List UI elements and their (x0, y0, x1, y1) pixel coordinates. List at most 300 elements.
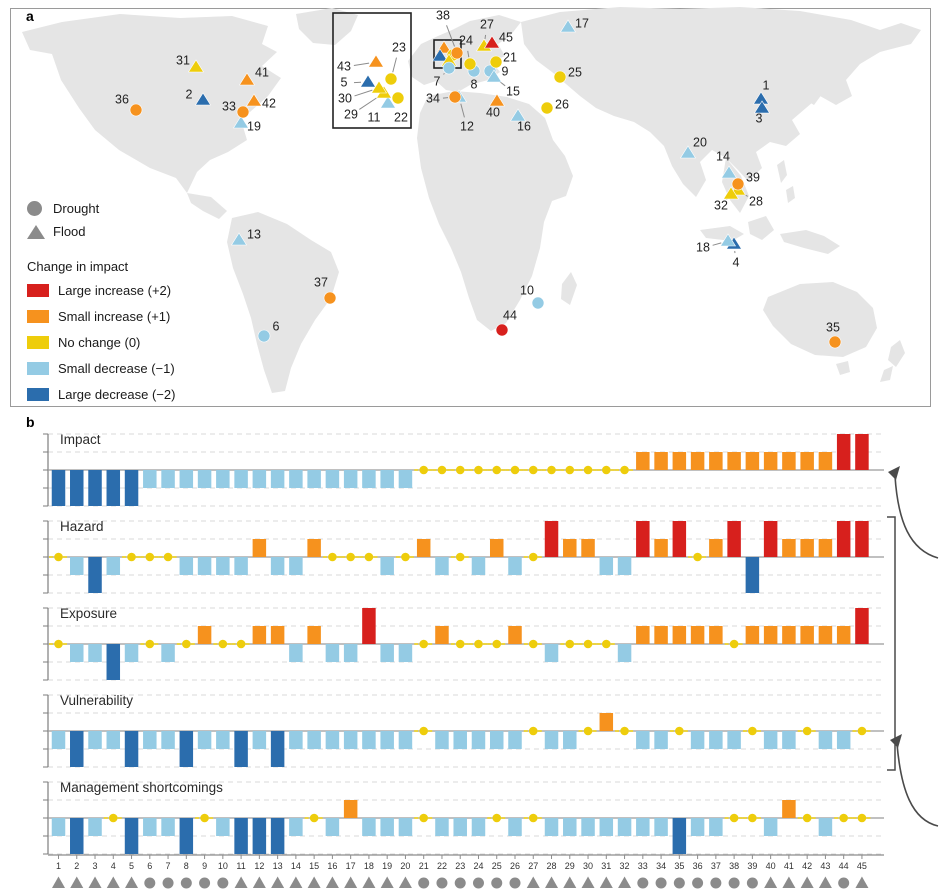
map-marker-label-35: 35 (826, 320, 840, 335)
map-marker-label-27: 27 (480, 17, 494, 32)
case-number-4: 4 (110, 861, 116, 871)
zero-dot-30 (584, 640, 593, 649)
case-shape-12 (253, 877, 266, 889)
map-marker-label-40: 40 (486, 105, 500, 120)
map-marker-label-24: 24 (459, 33, 473, 48)
case-number-24: 24 (473, 861, 484, 871)
map-marker-label-21: 21 (503, 50, 517, 65)
drivers-bracket (887, 517, 895, 770)
impact-swatch-icon (27, 336, 49, 349)
bar-26 (508, 818, 522, 836)
case-number-21: 21 (418, 861, 429, 871)
bar-44 (837, 521, 851, 557)
map-marker-label-37: 37 (314, 275, 328, 290)
bar-35 (673, 626, 687, 644)
zero-dot-24 (474, 466, 483, 475)
zero-dot-39 (748, 727, 757, 736)
bar-10 (216, 818, 230, 836)
panel-b-label: b (26, 414, 35, 430)
bar-19 (380, 731, 394, 749)
bar-9 (198, 470, 212, 488)
bar-10 (216, 557, 230, 575)
case-shape-18 (362, 877, 375, 889)
bar-22 (435, 731, 449, 749)
bar-2 (70, 470, 84, 506)
bar-21 (417, 539, 431, 557)
bar-42 (800, 539, 814, 557)
zero-dot-24 (474, 640, 483, 649)
bar-9 (198, 731, 212, 749)
zero-dot-22 (438, 466, 447, 475)
bar-43 (819, 818, 833, 836)
zero-dot-18 (365, 553, 374, 562)
bar-40 (764, 521, 778, 557)
bar-3 (88, 731, 102, 749)
bar-19 (380, 470, 394, 488)
bar-2 (70, 557, 84, 575)
zero-dot-42 (803, 814, 812, 823)
zero-dot-27 (529, 814, 538, 823)
bar-23 (453, 818, 467, 836)
panel-a-label: a (26, 8, 34, 24)
bar-39 (746, 557, 760, 593)
case-number-28: 28 (546, 861, 557, 871)
case-number-19: 19 (382, 861, 393, 871)
case-shape-30 (582, 877, 595, 889)
bar-3 (88, 557, 102, 593)
case-number-39: 39 (747, 861, 758, 871)
bar-16 (326, 644, 340, 662)
bar-20 (399, 644, 413, 662)
case-number-37: 37 (710, 861, 721, 871)
bar-25 (490, 539, 504, 557)
bar-34 (654, 452, 668, 470)
map-marker-label-32: 32 (714, 198, 728, 213)
case-number-14: 14 (290, 861, 301, 871)
bar-39 (746, 626, 760, 644)
legend-shape-label: Flood (53, 224, 86, 239)
bar-12 (253, 626, 266, 644)
map-marker-label-7: 7 (433, 74, 441, 89)
bar-17 (344, 644, 358, 662)
case-number-22: 22 (436, 861, 447, 871)
bar-43 (819, 539, 833, 557)
bar-28 (545, 818, 559, 836)
drought-circle-icon (27, 201, 42, 216)
case-number-27: 27 (528, 861, 539, 871)
bar-7 (161, 818, 175, 836)
zero-dot-30 (584, 727, 593, 736)
bar-35 (673, 818, 687, 854)
bar-25 (490, 731, 504, 749)
case-number-3: 3 (92, 861, 98, 871)
bar-33 (636, 731, 650, 749)
bar-41 (782, 800, 796, 818)
bar-7 (161, 470, 175, 488)
map-marker-label-1: 1 (762, 78, 770, 93)
map-marker-label-45: 45 (499, 30, 513, 45)
map-marker-label-17: 17 (575, 16, 589, 31)
map-marker-label-13: 13 (247, 227, 261, 242)
bar-3 (88, 470, 102, 506)
case-shape-33 (637, 878, 648, 889)
case-shape-25 (491, 878, 502, 889)
case-number-31: 31 (601, 861, 612, 871)
case-number-12: 12 (254, 861, 265, 871)
bar-45 (855, 521, 869, 557)
case-shape-1 (52, 877, 65, 889)
map-marker-label-41: 41 (255, 65, 269, 80)
legend-shape-items (27, 197, 175, 243)
zero-dot-32 (620, 727, 629, 736)
zero-dot-11 (237, 640, 246, 649)
zero-dot-25 (492, 466, 501, 475)
bar-28 (545, 644, 559, 662)
case-number-5: 5 (129, 861, 135, 871)
case-number-40: 40 (765, 861, 776, 871)
case-shape-4 (107, 877, 120, 889)
legend-impact-label: No change (0) (58, 334, 141, 350)
legend-impact-item (27, 303, 175, 329)
map-marker-label-26: 26 (555, 97, 569, 112)
row-label: Exposure (60, 606, 118, 621)
bar-39 (746, 452, 760, 470)
map-marker-label-5: 5 (340, 75, 348, 90)
bar-30 (581, 539, 595, 557)
bar-29 (563, 539, 577, 557)
map-marker-7 (443, 62, 455, 74)
row-label: Management shortcomings (60, 780, 223, 795)
bar-31 (600, 818, 614, 836)
legend-impact-item (27, 355, 175, 381)
bar-33 (636, 626, 650, 644)
bar-42 (800, 626, 814, 644)
zero-dot-38 (730, 814, 739, 823)
bar-8 (180, 731, 194, 767)
bar-12 (253, 731, 266, 749)
bar-31 (600, 557, 614, 575)
case-shape-26 (510, 878, 521, 889)
bar-9 (198, 557, 212, 575)
bar-17 (344, 731, 358, 749)
bar-42 (800, 452, 814, 470)
map-marker-label-23: 23 (392, 40, 406, 55)
legend-title: Change in impact (27, 259, 129, 274)
bar-13 (271, 818, 285, 854)
case-shape-40 (764, 877, 777, 889)
map-marker-10 (532, 297, 544, 309)
bar-2 (70, 818, 84, 854)
bar-17 (344, 470, 358, 488)
bar-40 (764, 818, 778, 836)
case-number-36: 36 (692, 861, 703, 871)
case-shape-16 (326, 877, 339, 889)
case-number-23: 23 (455, 861, 466, 871)
bar-2 (70, 731, 84, 767)
map-marker-label-38: 38 (436, 8, 450, 23)
bar-4 (107, 470, 121, 506)
zero-dot-23 (456, 553, 465, 562)
zero-dot-23 (456, 640, 465, 649)
case-shape-34 (656, 878, 667, 889)
zero-dot-21 (419, 466, 428, 475)
case-shape-21 (418, 878, 429, 889)
bar-16 (326, 731, 340, 749)
bar-26 (508, 557, 522, 575)
impact-swatch-icon (27, 310, 49, 323)
zero-dot-26 (511, 466, 520, 475)
zero-dot-10 (219, 640, 228, 649)
row-label: Hazard (60, 519, 104, 534)
case-shape-32 (618, 877, 631, 889)
bar-34 (654, 731, 668, 749)
map-marker-label-25: 25 (568, 65, 582, 80)
bar-17 (344, 800, 358, 818)
case-shape-6 (144, 878, 155, 889)
bar-4 (107, 557, 121, 575)
map-marker-label-29: 29 (344, 107, 358, 122)
bar-23 (453, 731, 467, 749)
bar-44 (837, 731, 851, 749)
case-number-35: 35 (674, 861, 685, 871)
bar-5 (125, 470, 139, 506)
case-shape-5 (125, 877, 138, 889)
bar-13 (271, 557, 285, 575)
case-number-18: 18 (363, 861, 374, 871)
zero-dot-25 (492, 814, 501, 823)
case-shape-9 (199, 878, 210, 889)
impact-swatch-icon (27, 388, 49, 401)
zero-dot-4 (109, 814, 118, 823)
case-shape-14 (289, 877, 302, 889)
bar-34 (654, 626, 668, 644)
case-number-30: 30 (583, 861, 594, 871)
bar-20 (399, 818, 413, 836)
row-label: Impact (60, 432, 101, 447)
case-number-33: 33 (637, 861, 648, 871)
bar-40 (764, 452, 778, 470)
bar-45 (855, 434, 869, 470)
bar-20 (399, 470, 413, 488)
map-marker-label-42: 42 (262, 96, 276, 111)
case-shape-44 (838, 878, 849, 889)
map-marker-label-31: 31 (176, 53, 190, 68)
map-marker-39 (732, 178, 744, 190)
bar-chart-panel (0, 412, 940, 891)
impact-swatch-icon (27, 284, 49, 297)
bar-13 (271, 470, 285, 488)
bar-15 (307, 626, 321, 644)
bar-44 (837, 626, 851, 644)
bar-14 (289, 818, 303, 836)
zero-dot-1 (54, 553, 63, 562)
case-shape-45 (855, 877, 868, 889)
map-marker-34 (449, 91, 461, 103)
case-number-26: 26 (509, 861, 521, 871)
case-number-29: 29 (564, 861, 575, 871)
map-marker-label-15: 15 (506, 84, 520, 99)
bar-10 (216, 470, 230, 488)
case-number-17: 17 (345, 861, 356, 871)
bar-9 (198, 626, 212, 644)
bar-14 (289, 731, 303, 749)
zero-dot-1 (54, 640, 63, 649)
case-shape-13 (271, 877, 284, 889)
bar-38 (727, 731, 741, 749)
case-number-38: 38 (729, 861, 740, 871)
case-shape-15 (308, 877, 321, 889)
map-marker-label-9: 9 (501, 64, 509, 79)
bar-4 (107, 644, 121, 680)
bar-16 (326, 818, 340, 836)
zero-dot-39 (748, 814, 757, 823)
case-shape-2 (70, 877, 83, 889)
case-number-8: 8 (183, 861, 189, 871)
bar-8 (180, 557, 194, 575)
map-marker-label-4: 4 (732, 255, 740, 270)
zero-dot-16 (328, 553, 337, 562)
chart-row-management-shortcomings (43, 780, 884, 854)
map-marker-label-44: 44 (503, 308, 517, 323)
case-number-20: 20 (400, 861, 411, 871)
case-number-16: 16 (327, 861, 338, 871)
legend-item-flood (27, 220, 175, 243)
bar-43 (819, 731, 833, 749)
bar-36 (691, 626, 705, 644)
bar-22 (435, 557, 449, 575)
map-marker-label-43: 43 (337, 59, 351, 74)
case-shape-28 (545, 877, 558, 889)
map-marker-label-33: 33 (222, 99, 236, 114)
arrow-to-vulnerability (897, 744, 938, 826)
bar-3 (88, 818, 102, 836)
zero-dot-35 (675, 727, 684, 736)
case-number-15: 15 (309, 861, 320, 871)
map-marker-37 (324, 292, 336, 304)
case-number-1: 1 (55, 861, 62, 871)
map-marker-24 (464, 58, 476, 70)
case-number-11: 11 (236, 861, 246, 871)
bar-24 (472, 557, 486, 575)
chart-row-vulnerability (43, 693, 884, 767)
flood-triangle-icon (27, 225, 45, 239)
zero-dot-30 (584, 466, 593, 475)
zero-dot-45 (858, 727, 867, 736)
bar-5 (125, 731, 139, 767)
map-marker-44 (496, 324, 508, 336)
bar-43 (819, 626, 833, 644)
zero-dot-21 (419, 814, 428, 823)
bar-40 (764, 731, 778, 749)
case-shape-19 (381, 877, 394, 889)
case-shape-8 (181, 878, 192, 889)
zero-dot-42 (803, 727, 812, 736)
map-marker-label-28: 28 (749, 194, 763, 209)
bar-20 (399, 731, 413, 749)
bar-40 (764, 626, 778, 644)
bar-4 (107, 731, 121, 749)
bar-1 (52, 470, 66, 506)
zero-dot-17 (346, 553, 355, 562)
case-shape-35 (674, 878, 685, 889)
bar-33 (636, 818, 650, 836)
bar-1 (52, 731, 66, 749)
zero-dot-15 (310, 814, 319, 823)
bar-19 (380, 557, 394, 575)
map-marker-label-22: 22 (394, 110, 408, 125)
bar-5 (125, 644, 139, 662)
zero-dot-44 (839, 814, 848, 823)
map-marker-21 (490, 56, 502, 68)
map-marker-6 (258, 330, 270, 342)
case-shape-36 (692, 878, 703, 889)
map-marker-label-11: 11 (367, 110, 381, 125)
map-marker-26 (541, 102, 553, 114)
legend-impact-item (27, 277, 175, 303)
chart-row-impact (43, 432, 884, 506)
case-number-25: 25 (491, 861, 502, 871)
bar-36 (691, 818, 705, 836)
bar-18 (362, 818, 376, 836)
bar-30 (581, 818, 595, 836)
zero-dot-6 (146, 640, 155, 649)
zero-dot-31 (602, 466, 611, 475)
case-shape-38 (729, 878, 740, 889)
zero-dot-29 (565, 640, 574, 649)
case-number-45: 45 (856, 861, 867, 871)
zero-dot-20 (401, 553, 410, 562)
arrow-to-vulnerability-head (890, 734, 902, 748)
bar-26 (508, 626, 522, 644)
row-label: Vulnerability (60, 693, 134, 708)
map-marker-35 (829, 336, 841, 348)
case-shape-43 (819, 877, 832, 889)
case-number-9: 9 (202, 861, 208, 871)
bar-1 (52, 818, 66, 836)
bar-7 (161, 731, 175, 749)
leader-line-7 (444, 73, 445, 74)
case-number-34: 34 (656, 861, 667, 871)
case-shape-7 (163, 878, 174, 889)
bar-14 (289, 644, 303, 662)
case-shape-11 (235, 877, 248, 889)
zero-dot-25 (492, 640, 501, 649)
arrow-to-impact (895, 476, 938, 558)
zero-dot-38 (730, 640, 739, 649)
case-shape-23 (455, 878, 466, 889)
case-shape-42 (801, 877, 814, 889)
bar-11 (234, 470, 248, 488)
case-shape-29 (563, 877, 576, 889)
bar-33 (636, 452, 650, 470)
zero-dot-36 (693, 553, 702, 562)
bar-29 (563, 731, 577, 749)
bar-10 (216, 731, 230, 749)
bar-37 (709, 818, 723, 836)
bar-24 (472, 731, 486, 749)
bar-16 (326, 470, 340, 488)
bar-37 (709, 731, 723, 749)
bar-33 (636, 521, 650, 557)
case-shape-17 (344, 877, 357, 889)
case-number-6: 6 (147, 861, 153, 871)
bar-14 (289, 470, 303, 488)
arrow-to-impact-head (888, 466, 900, 480)
zero-dot-21 (419, 727, 428, 736)
bar-11 (234, 731, 248, 767)
bar-28 (545, 731, 559, 749)
map-marker-label-36: 36 (115, 92, 129, 107)
